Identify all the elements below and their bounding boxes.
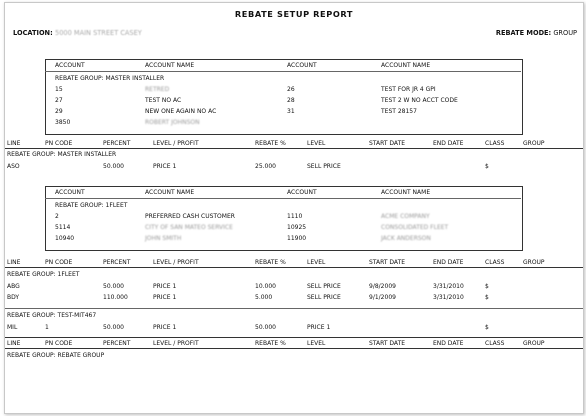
line-cell: $ (485, 163, 489, 170)
account-table-header-divider (45, 198, 521, 199)
line-table-header: PERCENT (103, 259, 131, 266)
rebate-mode-value: GROUP (553, 29, 577, 37)
account-cell: 15 (55, 86, 63, 93)
line-table-header: START DATE (369, 340, 406, 347)
line-cell: PRICE 1 (153, 294, 177, 301)
account-cell: 1110 (287, 213, 303, 220)
account-cell: 5114 (55, 224, 71, 231)
account-table-header: ACCOUNT (287, 189, 317, 196)
line-table-header: REBATE % (255, 340, 286, 347)
account-cell: RETRED (145, 86, 170, 93)
location-value: 5000 MAIN STREET CASEY (55, 29, 142, 37)
line-table-header: END DATE (433, 140, 464, 147)
line-table-header: END DATE (433, 259, 464, 266)
report-title: REBATE SETUP REPORT (234, 9, 354, 19)
line-cell: 10.000 (255, 283, 276, 290)
line-header-divider (5, 267, 583, 268)
line-cell: SELL PRICE (307, 283, 341, 290)
line-table-header: LEVEL (307, 259, 326, 266)
account-table-header: ACCOUNT (287, 62, 317, 69)
line-cell: 3/31/2010 (433, 294, 464, 301)
line-cell: 9/8/2009 (369, 283, 396, 290)
line-group-label: REBATE GROUP: TEST-MIT467 (7, 312, 97, 319)
rebate-mode (496, 29, 577, 37)
account-table-header: ACCOUNT NAME (381, 189, 431, 196)
line-header-divider (5, 148, 583, 149)
line-group-label: REBATE GROUP: 1FLEET (7, 271, 80, 278)
line-header-divider (5, 348, 583, 349)
line-cell: 110.000 (103, 294, 128, 301)
account-cell: 11900 (287, 235, 307, 242)
location-label: LOCATION: (13, 29, 53, 37)
account-cell: 27 (55, 97, 63, 104)
line-cell: MIL (7, 324, 18, 331)
account-cell: NEW ONE AGAIN NO AC (145, 108, 217, 115)
account-cell: PREFERRED CASH CUSTOMER (145, 213, 235, 220)
line-cell: 9/1/2009 (369, 294, 396, 301)
line-table-header: CLASS (485, 140, 505, 147)
line-cell: SELL PRICE (307, 294, 341, 301)
line-table-header: REBATE % (255, 140, 286, 147)
account-cell: TEST 2 W NO ACCT CODE (381, 97, 458, 104)
account-group-label: REBATE GROUP: 1FLEET (55, 202, 128, 209)
line-table-header: START DATE (369, 259, 406, 266)
line-cell: 5.000 (255, 294, 273, 301)
line-cell: 1 (45, 324, 49, 331)
line-table-header: GROUP (523, 140, 545, 147)
section-divider (5, 308, 583, 309)
line-table-header: PERCENT (103, 340, 131, 347)
line-table-header: LEVEL / PROFIT (153, 140, 199, 147)
account-cell: 26 (287, 86, 295, 93)
line-cell: PRICE 1 (153, 283, 177, 290)
line-table-header: LEVEL (307, 340, 326, 347)
account-cell: TEST NO AC (145, 97, 182, 104)
account-table-header: ACCOUNT (55, 62, 85, 69)
line-table-header: LEVEL (307, 140, 326, 147)
line-table-header: LINE (7, 340, 21, 347)
account-cell: ACME COMPANY (381, 213, 430, 220)
line-table-header: PN CODE (45, 259, 73, 266)
account-table-header: ACCOUNT NAME (381, 62, 431, 69)
line-cell: 50.000 (103, 163, 124, 170)
line-cell: 50.000 (255, 324, 276, 331)
line-cell: BDY (7, 294, 20, 301)
line-cell: SELL PRICE (307, 163, 341, 170)
account-table-header: ACCOUNT NAME (145, 189, 195, 196)
line-cell: PRICE 1 (153, 324, 177, 331)
account-cell: CONSOLIDATED FLEET (381, 224, 449, 231)
account-cell: TEST 28157 (381, 108, 417, 115)
line-cell: 25.000 (255, 163, 276, 170)
line-group-label: REBATE GROUP: MASTER INSTALLER (7, 151, 117, 158)
line-table-header: LINE (7, 140, 21, 147)
line-table-header: REBATE % (255, 259, 286, 266)
rebate-mode-label: REBATE MODE: (495, 29, 552, 37)
line-cell: 3/31/2010 (433, 283, 464, 290)
account-group-label: REBATE GROUP: MASTER INSTALLER (55, 75, 165, 82)
line-table-header: LINE (7, 259, 21, 266)
account-cell: 10940 (55, 235, 75, 242)
account-cell: 28 (287, 97, 295, 104)
section-divider (5, 337, 583, 338)
line-table-header: PERCENT (103, 140, 131, 147)
location (13, 29, 142, 37)
line-table-header: PN CODE (45, 340, 73, 347)
line-group-label: REBATE GROUP: REBATE GROUP (7, 352, 105, 359)
line-cell: ABG (7, 283, 20, 290)
account-cell: JOHN SMITH (145, 235, 182, 242)
line-cell: 50.000 (103, 283, 124, 290)
line-cell: $ (485, 283, 489, 290)
line-table-header: END DATE (433, 340, 464, 347)
line-table-header: PN CODE (45, 140, 73, 147)
account-cell: 31 (287, 108, 295, 115)
account-cell: JACK ANDERSON (381, 235, 431, 242)
account-cell: TEST FOR JR 4 GPI (381, 86, 436, 93)
account-table-header: ACCOUNT NAME (145, 62, 195, 69)
report-page (4, 2, 584, 414)
line-table-header: LEVEL / PROFIT (153, 340, 199, 347)
account-table-header: ACCOUNT (55, 189, 85, 196)
account-table-header-divider (45, 71, 521, 72)
account-cell: ROBERT JOHNSON (145, 119, 200, 126)
line-cell: ASO (7, 163, 20, 170)
line-table-header: LEVEL / PROFIT (153, 259, 199, 266)
account-cell: 10925 (287, 224, 307, 231)
account-cell: 3850 (55, 119, 71, 126)
account-cell: 2 (55, 213, 59, 220)
line-cell: $ (485, 324, 489, 331)
line-cell: 50.000 (103, 324, 124, 331)
line-cell: PRICE 1 (153, 163, 177, 170)
account-table (45, 186, 523, 251)
line-table-header: START DATE (369, 140, 406, 147)
line-table-header: CLASS (485, 340, 505, 347)
line-table-header: GROUP (523, 259, 545, 266)
account-cell: 29 (55, 108, 63, 115)
line-table-header: GROUP (523, 340, 545, 347)
account-cell: CITY OF SAN MATEO SERVICE (145, 224, 233, 231)
line-cell: $ (485, 294, 489, 301)
line-table-header: CLASS (485, 259, 505, 266)
line-cell: PRICE 1 (307, 324, 331, 331)
